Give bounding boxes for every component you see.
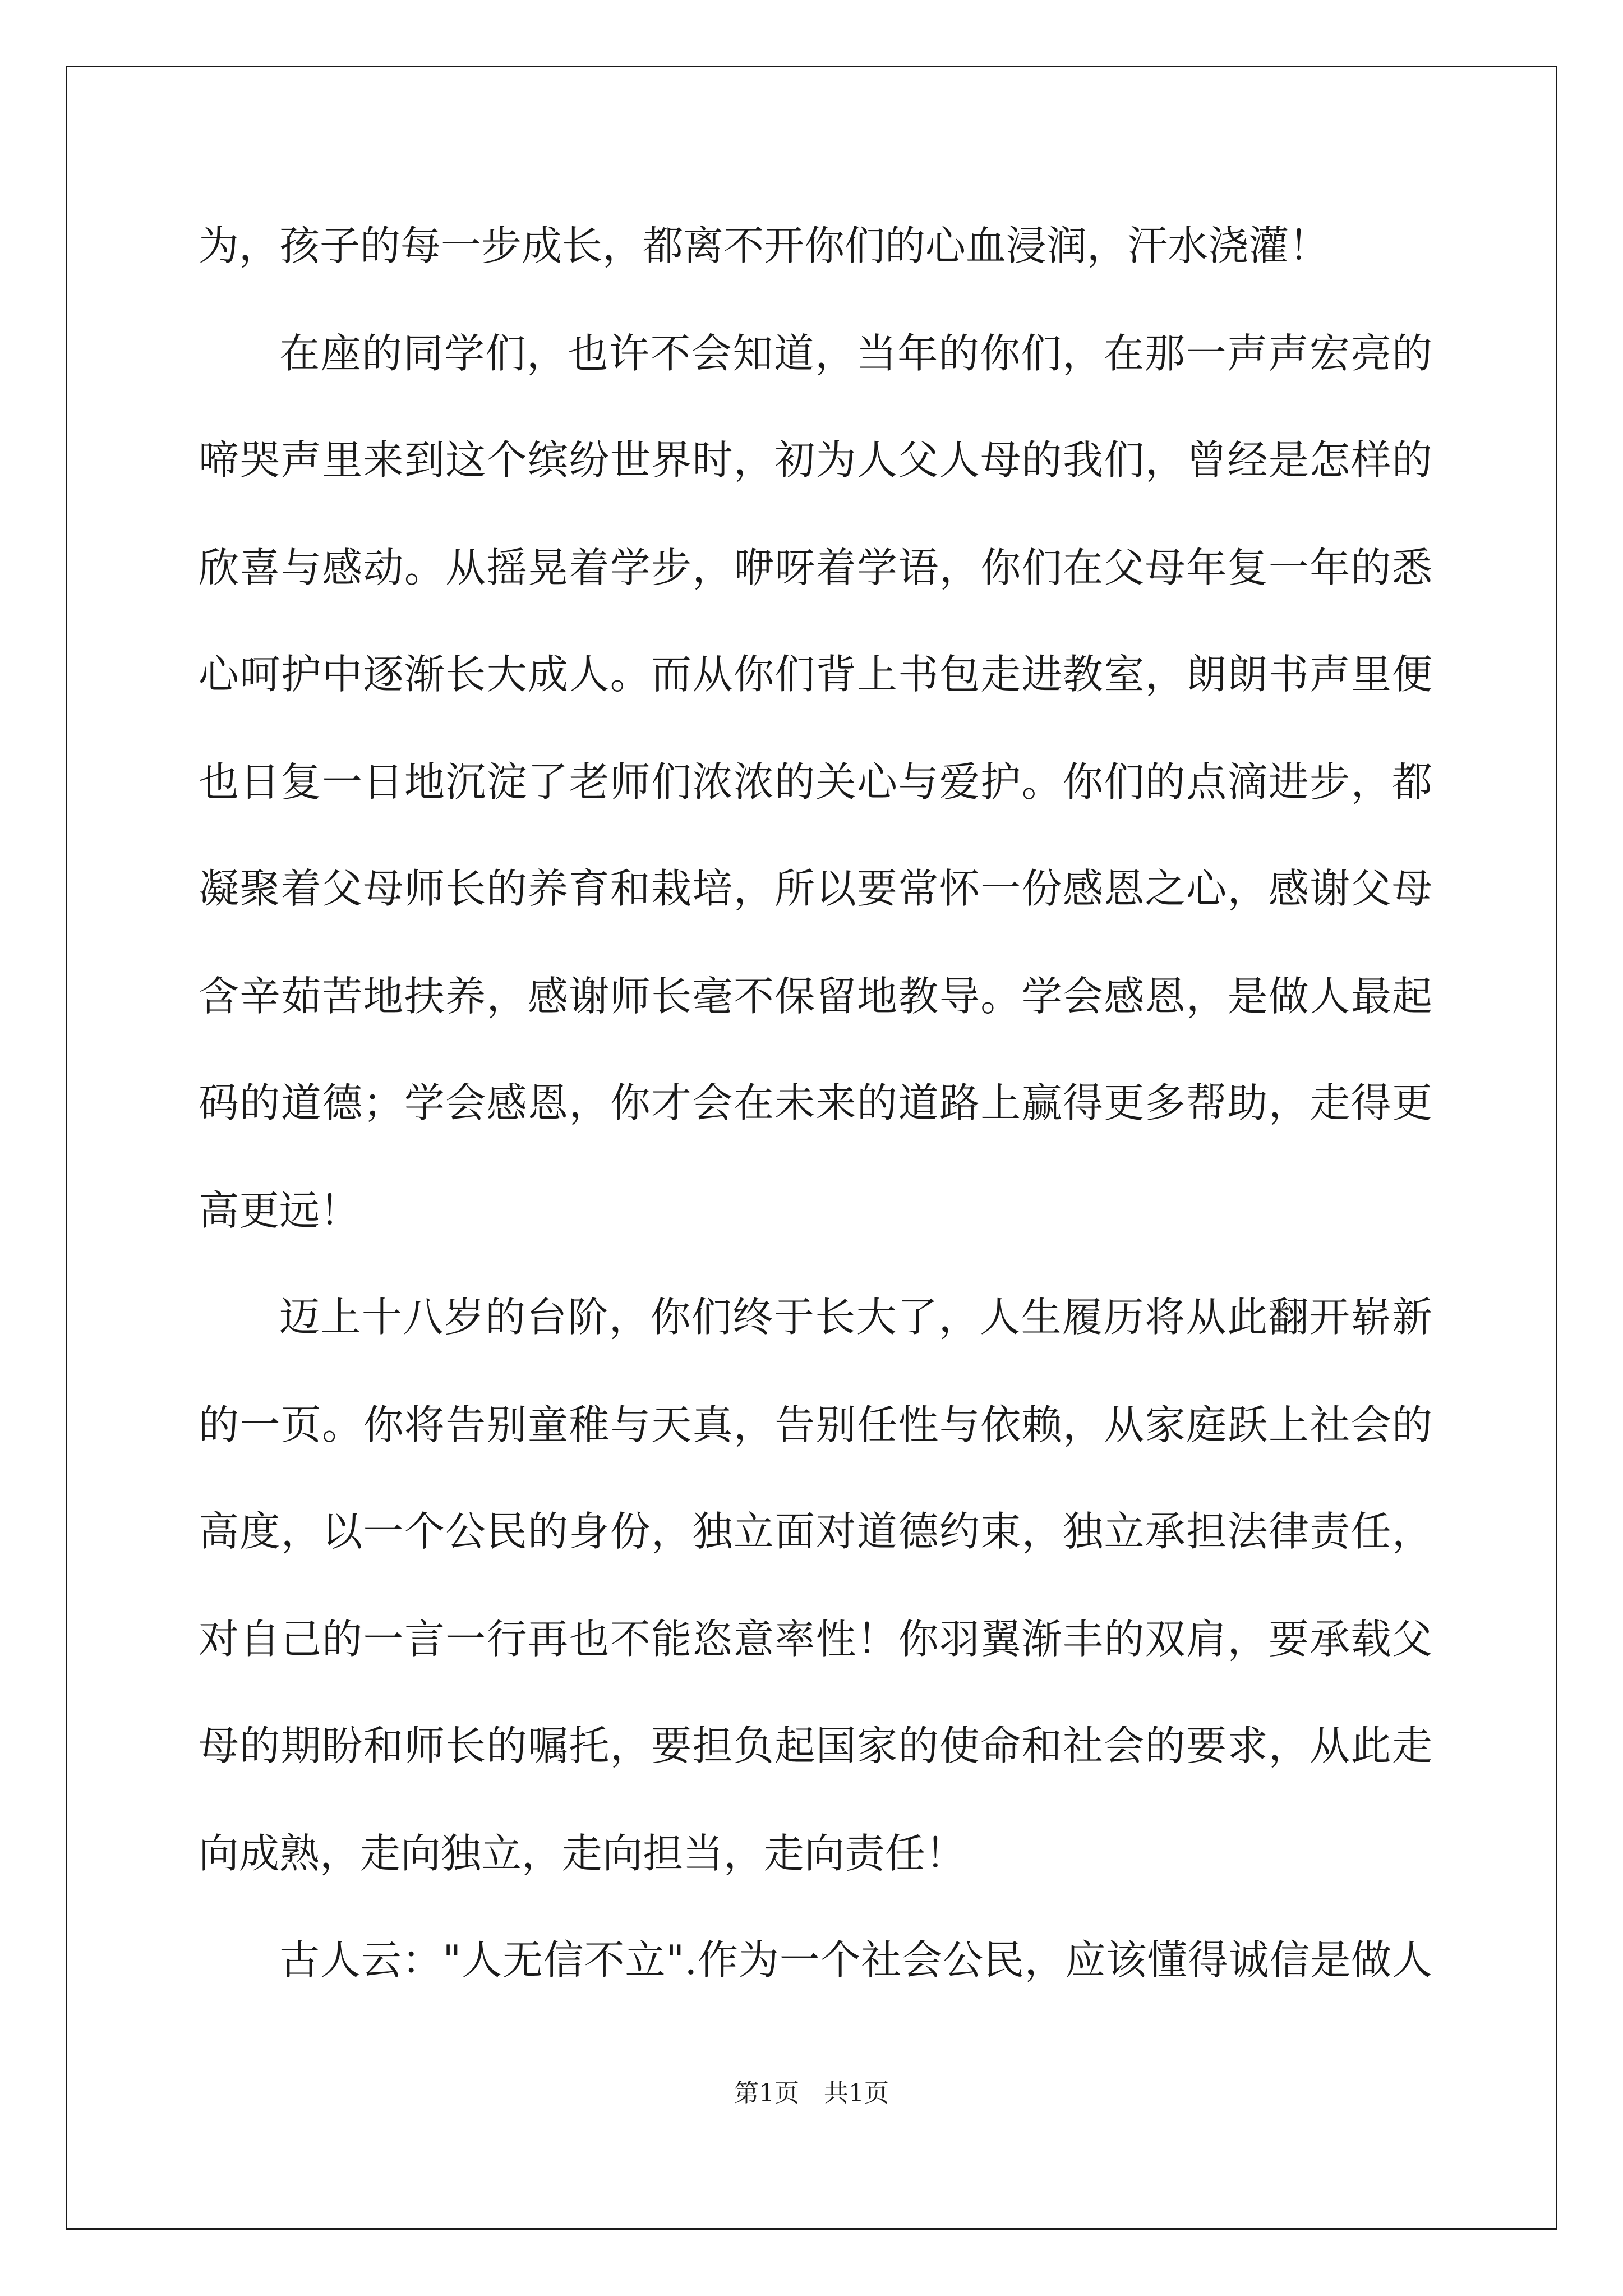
page-number-footer: 第1页 共1页 <box>734 2079 889 2108</box>
text-line: 为，孩子的每一步成长，都离不开你们的心血浸润，汗水浇灌！ <box>199 222 1330 269</box>
text-line: 高度，以一个公民的身份，独立面对道德约束，独立承担法律责任， <box>199 1508 1432 1555</box>
text-line: 欣喜与感动。从摇晃着学步，咿呀着学语，你们在父母年复一年的悉 <box>199 544 1432 591</box>
page-border <box>66 66 1557 2230</box>
paragraph-first-line: 迈上十八岁的台阶，你们终于长大了，人生履历将从此翻开崭新 <box>279 1294 1432 1341</box>
text-line: 对自己的一言一行再也不能恣意率性！你羽翼渐丰的双肩，要承载父 <box>199 1616 1432 1663</box>
text-line: 向成熟，走向独立，走向担当，走向责任！ <box>199 1830 966 1877</box>
text-line: 的一页。你将告别童稚与天真，告别任性与依赖，从家庭跃上社会的 <box>199 1401 1432 1448</box>
text-line: 也日复一日地沉淀了老师们浓浓的关心与爱护。你们的点滴进步，都 <box>199 758 1432 806</box>
paragraph-first-line: 古人云："人无信不立".作为一个社会公民，应该懂得诚信是做人 <box>279 1936 1432 1984</box>
text-line: 凝聚着父母师长的养育和栽培，所以要常怀一份感恩之心，感谢父母 <box>199 865 1432 912</box>
text-line: 码的道德；学会感恩，你才会在未来的道路上赢得更多帮助，走得更 <box>199 1079 1432 1126</box>
text-line: 啼哭声里来到这个缤纷世界时，初为人父人母的我们，曾经是怎样的 <box>199 436 1432 484</box>
text-line: 高更远！ <box>199 1187 361 1234</box>
paragraph-first-line: 在座的同学们，也许不会知道，当年的你们，在那一声声宏亮的 <box>279 330 1432 377</box>
text-line: 心呵护中逐渐长大成人。而从你们背上书包走进教室，朗朗书声里便 <box>199 651 1432 698</box>
text-line: 母的期盼和师长的嘱托，要担负起国家的使命和社会的要求，从此走 <box>199 1722 1432 1769</box>
text-line: 含辛茹苦地扶养，感谢师长毫不保留地教导。学会感恩，是做人最起 <box>199 973 1432 1020</box>
